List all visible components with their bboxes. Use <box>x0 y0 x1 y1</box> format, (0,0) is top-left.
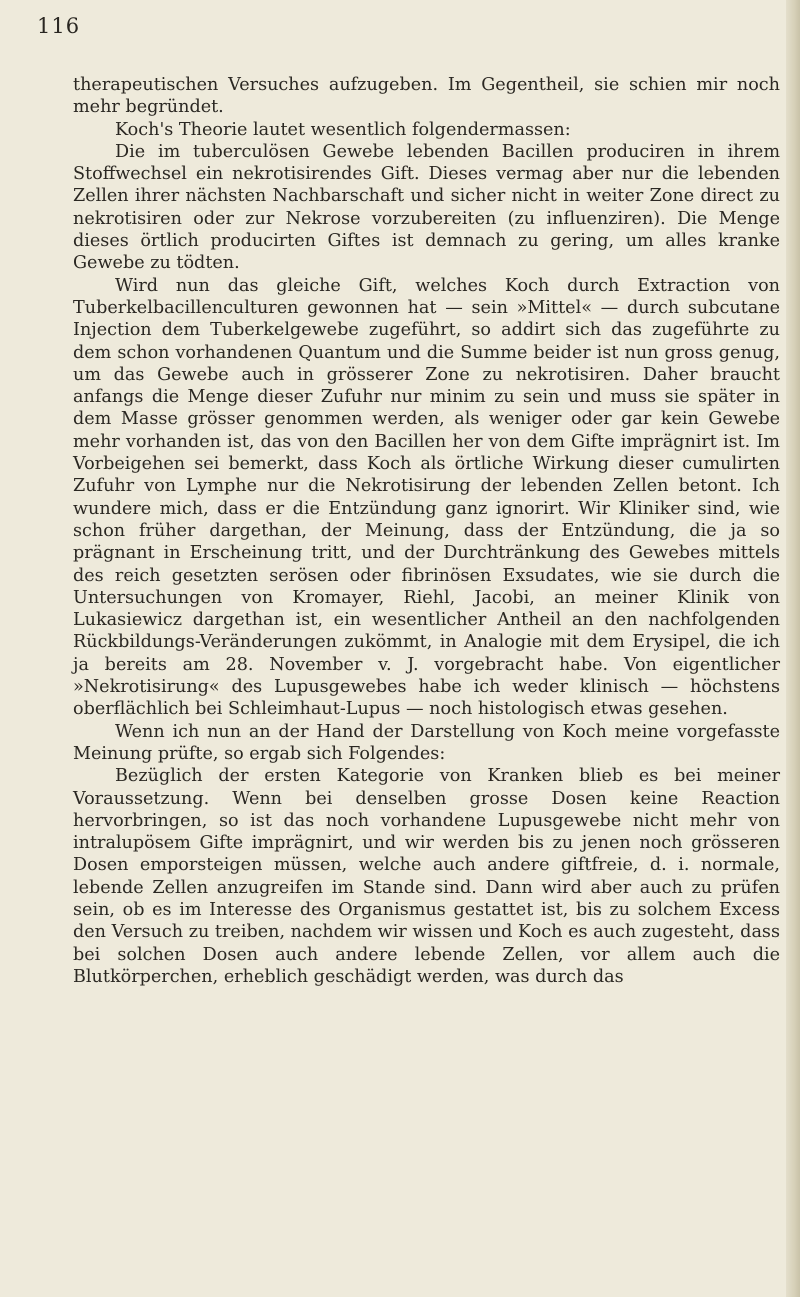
paragraph-3: Die im tuberculösen Gewebe lebenden Bacillen produciren in ihrem Stoffwechsel ein nekrotisirendes Gift. Dieses vermag aber nur die lebenden Zellen ihrer nächsten Nachbarschaft und sicher nicht in weiter Zone direct zu nekrotisiren oder zur Nekrose vorzubereiten (zu influenziren). Die Menge dieses örtlich producirten Giftes ist demnach zu gering, um alles kranke Gewebe zu tödten. <box>73 141 780 274</box>
body-text <box>73 74 780 988</box>
paragraph-2: Koch's Theorie lautet wesentlich folgendermassen: <box>115 119 571 140</box>
page-edge-shadow <box>786 0 800 1297</box>
paragraph-4: Wird nun das gleiche Gift, welches Koch durch Extraction von Tuberkelbacillenculturen gewonnen hat — sein »Mittel« — durch subcutane Injection dem Tuberkelgewebe zugeführt, so addirt sich das zugeführte zu dem schon vorhandenen Quantum und die Summe beider ist nun gross genug, um das Gewebe auch in grösserer Zone zu nekrotisiren. Daher braucht anfangs die Menge dieser Zufuhr nur minim zu sein und muss sie später in dem Masse grösser genommen werden, als weniger oder gar kein Gewebe mehr vorhanden ist, das von den Bacillen her von dem Gifte imprägnirt ist. Im Vorbeigehen sei bemerkt, dass Koch als örtliche Wirkung dieser cumulirten Zufuhr von Lymphe nur die Nekrotisirung der lebenden Zellen betont. Ich wundere mich, dass er die Entzündung ganz ignorirt. Wir Kliniker sind, wie schon früher dargethan, der Meinung, dass der Entzündung, die ja so prägnant in Erscheinung tritt, und der Durchtränkung des Gewebes mittels des reich gesetzten serösen oder fibrinösen Exsudates, wie sie durch die Untersuchungen von Kromayer, Riehl, Jacobi, an meiner Klinik von Lukasiewicz dargethan ist, ein wesentlicher Antheil an den nachfolgenden Rückbildungs-Veränderungen zukömmt, in Analogie mit dem Erysipel, die ich ja bereits am 28. November v. J. vorgebracht habe. Von eigentlicher »Nekrotisirung« des Lupusgewebes habe ich weder klinisch — höchstens oberflächlich bei Schleimhaut-Lupus — noch histologisch etwas gesehen. <box>73 275 780 720</box>
paragraph-1: therapeutischen Versuches aufzugeben. Im Gegentheil, sie schien mir noch mehr begründet. <box>73 75 780 118</box>
paragraph-5: Wenn ich nun an der Hand der Darstellung von Koch meine vorgefasste Meinung prüfte, so ergab sich Folgendes: <box>73 721 780 764</box>
paragraph-6: Bezüglich der ersten Kategorie von Kranken blieb es bei meiner Voraussetzung. Wenn bei denselben grosse Dosen keine Reaction hervorbringen, so ist das noch vorhandene Lupusgewebe nicht mehr von intralupösem Gifte imprägnirt, und wir werden bis zu jenen noch grösseren Dosen emporsteigen müssen, welche auch andere giftfreie, d. i. normale, lebende Zellen anzugreifen im Stande sind. Dann wird aber auch zu prüfen sein, ob es im Interesse des Organismus gestattet ist, bis zu solchem Excess den Versuch zu treiben, nachdem wir wissen und Koch es auch zugesteht, dass bei solchen Dosen auch andere lebende Zellen, vor allem auch die Blutkörperchen, erheblich geschädigt werden, was durch das <box>73 766 780 987</box>
page-number: 116 <box>37 14 81 38</box>
